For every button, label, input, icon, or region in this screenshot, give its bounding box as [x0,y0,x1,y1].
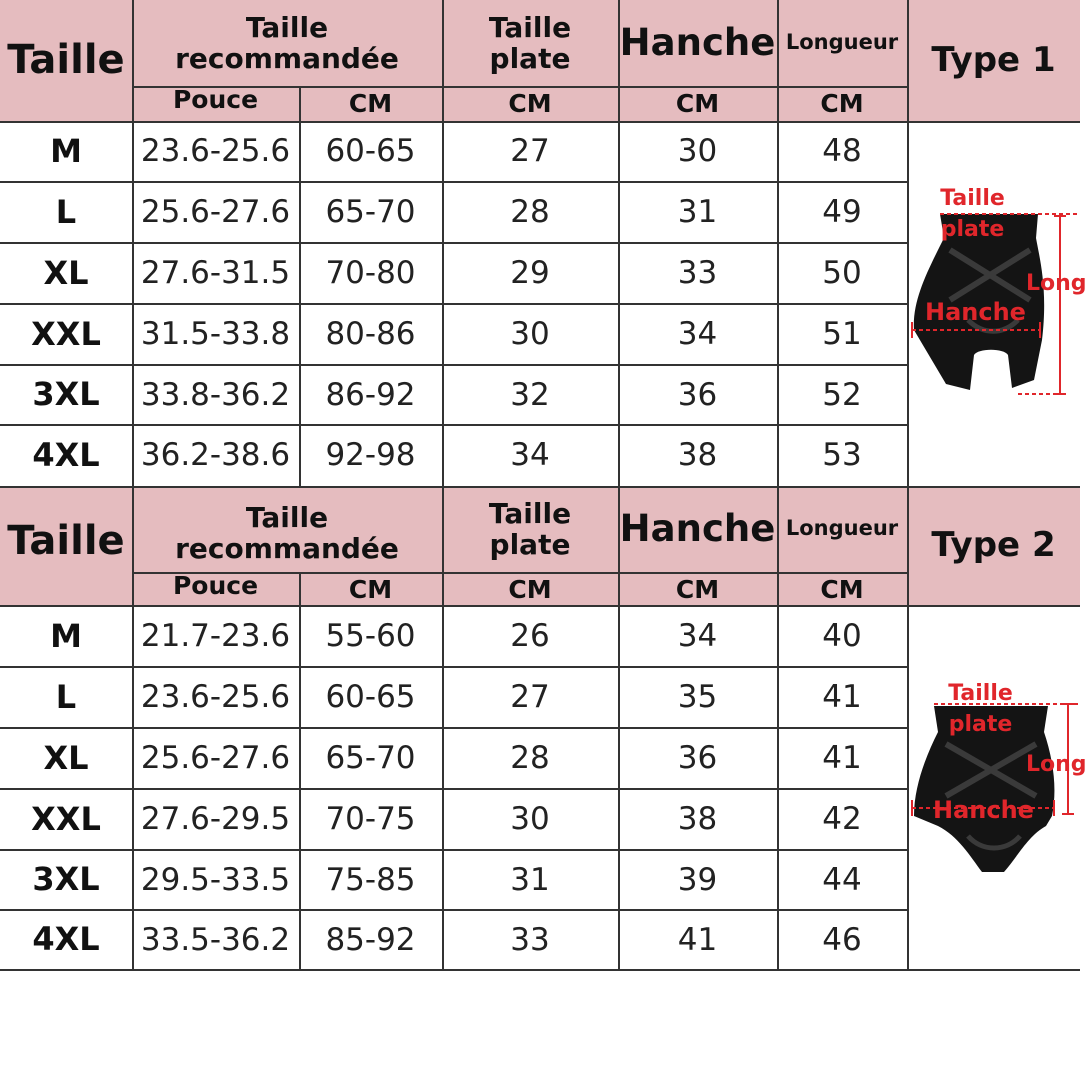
size-label: 4XL [32,920,100,959]
flat-value: 26 [510,618,550,655]
longueur-value: 41 [822,740,862,777]
longueur-value: 46 [822,921,862,958]
pouce-value: 23.6-25.6 [140,679,291,716]
header-flat-line2: plate [489,528,571,561]
unit-cm: CM [820,88,864,118]
cm-value: 80-86 [325,316,416,353]
header-recommended-line1: Taille [245,10,329,44]
hanche-value: 38 [677,801,718,838]
unit-cm: CM [508,88,552,118]
hanche-value: 30 [677,133,718,170]
annotation-flat-line2: plate [948,711,1013,737]
flat-value: 27 [510,133,550,170]
pouce-value: 31.5-33.8 [140,316,291,353]
longueur-value: 50 [822,255,862,292]
size-label: M [50,131,82,170]
flat-value: 34 [510,437,550,474]
flat-value: 27 [510,679,550,716]
header-longueur: Longueur [785,516,899,541]
unit-cm: CM [508,574,552,604]
cm-value: 65-70 [325,194,416,231]
size-label: XXL [31,314,101,353]
type-label: Type 2 [931,525,1056,566]
pouce-value: 23.6-25.6 [140,133,291,170]
annotation-hanche: Hanche [933,796,1034,824]
annotation-flat-line2: plate [940,216,1005,242]
annotation-long: Long [1026,271,1087,296]
header-flat-line1: Taille [488,10,572,44]
annotation-flat-waist [925,184,1020,246]
hanche-value: 41 [677,921,718,958]
cm-value: 60-65 [325,133,416,170]
size-label: 4XL [32,435,100,474]
cm-value: 70-80 [325,255,416,292]
annotation-flat-line1: Taille [940,186,1005,211]
longueur-value: 44 [822,861,862,898]
header-recommended-line2: recommandée [175,532,399,565]
cm-value: 75-85 [325,861,416,898]
size-table-type-1 [0,0,1087,486]
cm-value: 55-60 [325,618,416,655]
longueur-value: 42 [822,801,862,838]
longueur-value: 52 [822,376,862,413]
size-label: XXL [31,799,101,838]
cm-value: 65-70 [325,740,416,777]
cm-value: 70-75 [325,801,416,838]
hanche-value: 36 [677,740,718,777]
hanche-value: 38 [677,437,718,474]
size-label: XL [43,253,89,292]
unit-pouce: Pouce [172,85,259,114]
annotation-long: Long [1026,752,1087,777]
pouce-value: 25.6-27.6 [140,194,291,231]
header-flat-waist [442,486,618,572]
flat-value: 28 [510,740,550,777]
pouce-value: 29.5-33.5 [140,861,291,898]
header-recommended-line2: recommandée [175,42,399,75]
hanche-value: 39 [677,861,718,898]
longueur-value: 49 [822,194,862,231]
header-hanche: Hanche [619,507,776,551]
flat-value: 31 [510,861,550,898]
size-label: 3XL [32,860,100,899]
header-flat-waist [442,0,618,86]
header-hanche: Hanche [619,21,776,65]
longueur-value: 41 [822,679,862,716]
cm-value: 92-98 [325,437,416,474]
unit-cm: CM [675,574,720,604]
flat-value: 32 [510,376,550,413]
pouce-value: 27.6-31.5 [140,255,291,292]
header-longueur: Longueur [785,30,899,55]
header-recommended [132,0,442,86]
size-table-type-2 [0,486,1087,971]
unit-pouce: Pouce [172,571,259,600]
type-label: Type 1 [931,40,1056,81]
flat-value: 28 [510,194,550,231]
hanche-value: 34 [677,316,718,353]
hanche-value: 36 [677,376,718,413]
size-label: XL [43,738,89,777]
header-flat-line2: plate [489,42,571,75]
pouce-value: 21.7-23.6 [140,618,291,655]
longueur-value: 40 [822,618,862,655]
flat-value: 29 [510,255,550,292]
pouce-value: 33.8-36.2 [140,376,291,413]
cm-value: 85-92 [325,921,416,958]
header-recommended [132,490,442,576]
longueur-value: 48 [822,133,862,170]
hanche-value: 31 [677,194,718,231]
pouce-value: 36.2-38.6 [140,437,291,474]
hanche-value: 35 [677,679,718,716]
unit-cm: CM [820,574,864,604]
annotation-flat-waist [933,679,1028,741]
unit-cm: CM [348,88,393,118]
annotation-flat-line1: Taille [948,681,1013,706]
flat-value: 30 [510,316,550,353]
unit-cm: CM [675,88,720,118]
flat-value: 30 [510,801,550,838]
pouce-value: 33.5-36.2 [140,921,291,958]
flat-value: 33 [510,921,550,958]
header-flat-line1: Taille [488,496,572,530]
size-label: L [55,192,77,231]
cm-value: 60-65 [325,679,416,716]
size-label: 3XL [32,375,100,414]
hanche-value: 34 [677,618,718,655]
hanche-value: 33 [677,255,718,292]
size-label: M [50,616,82,655]
longueur-value: 53 [822,437,862,474]
size-label: L [55,677,77,716]
header-taille: Taille [7,517,125,564]
cm-value: 86-92 [325,376,416,413]
pouce-value: 25.6-27.6 [140,740,291,777]
longueur-value: 51 [822,316,862,353]
header-recommended-line1: Taille [245,500,329,534]
pouce-value: 27.6-29.5 [140,801,291,838]
header-taille: Taille [7,37,125,84]
unit-cm: CM [348,574,393,604]
annotation-hanche: Hanche [925,298,1026,326]
